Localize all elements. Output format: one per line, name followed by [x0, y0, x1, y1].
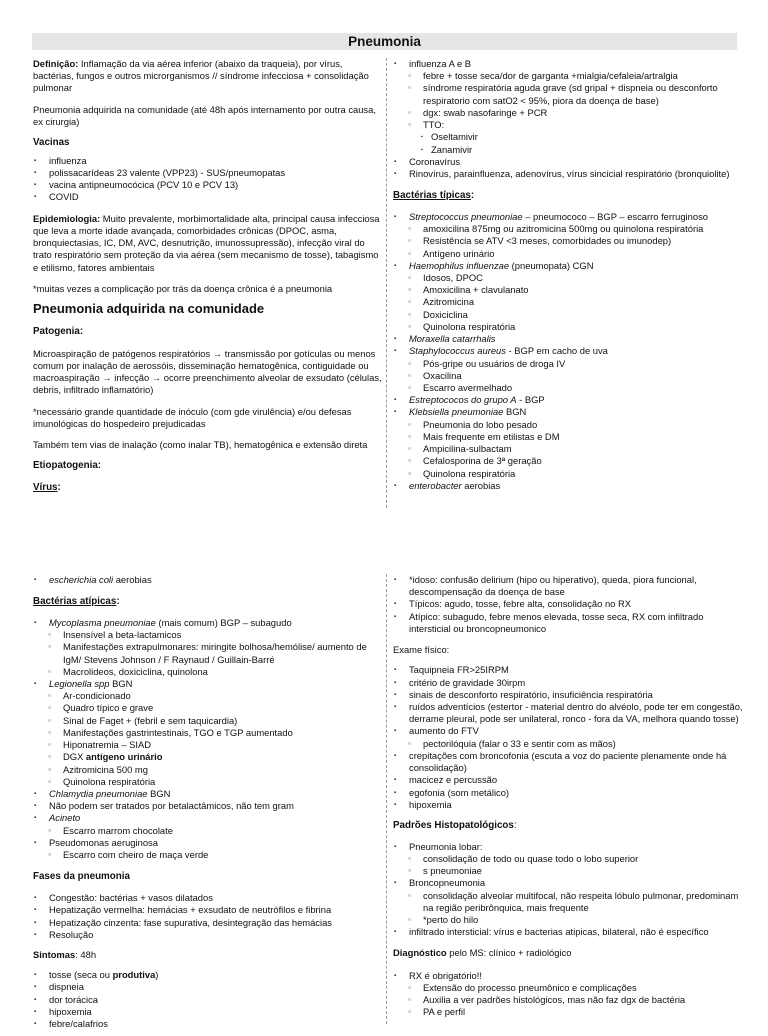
virus-colon: :	[57, 481, 61, 493]
list-item: ▪ egofonia (som metálico)	[393, 787, 743, 799]
list-item: ▪ infiltrado intersticial: vírus e bacterias atipicas, bilateral, não é específico	[393, 926, 743, 938]
list-item: ▪ Típicos: agudo, tosse, febre alta, consolidação no RX	[393, 598, 743, 610]
list-item: ○ Pós-gripe ou usuários de droga IV	[393, 358, 743, 370]
list-item: ▪ Congestão: bactérias + vasos dilatados	[33, 892, 383, 904]
diagnostico-rest: pelo MS: clínico + radiológico	[446, 947, 572, 959]
organism-desc: - BGP	[516, 394, 545, 406]
list-item: ▪ Broncopneumonia	[393, 877, 743, 889]
list-item: ○ Ar-condicionado	[33, 690, 383, 702]
list-item: ○ Quadro típico e grave	[33, 702, 383, 714]
fases-list	[33, 892, 383, 941]
diagnostico-paragraph	[393, 947, 743, 959]
patogenia-text: Microaspiração de patógenos respiratórios → transmissão por gotículas ou menos comum por inalação de aerossóis, disseminação hematogênica, contiguidade ou macroaspiração → infecção → ocorre preenchimento alveolar de exsudato (células, debris, infiltrado inflamatório)	[33, 347, 382, 396]
list-item: ○ s pneumoniae	[393, 865, 743, 877]
list-item	[393, 480, 743, 492]
sintomas-label: Sintomas	[33, 948, 76, 960]
list-item: ▪ ruídos adventícios (estertor - material dentro do alvéolo, pode ter em congestão, derrame pleural, pode ser unilateral, ronco - fora da VA, melhora quando tosse)	[393, 701, 743, 725]
list-item: ○ Macrolideos, doxiciclina, quinolona	[33, 666, 383, 678]
list-item	[393, 211, 743, 223]
dgx-label: DGX	[63, 751, 86, 763]
list-item: ○ amoxicilina 875mg ou azitromicina 500mg ou quinolona respiratória	[393, 223, 743, 235]
list-item: ○ Ampicilina-sulbactam	[393, 443, 743, 455]
atipicas-list	[33, 617, 383, 861]
list-item: ○ Cefalosporina de 3ª geração	[393, 455, 743, 467]
organism-desc: BGN	[503, 406, 527, 418]
sint-text: )	[155, 969, 159, 981]
list-item: ▪ Zanamivir	[393, 144, 743, 156]
sintomas-list	[33, 969, 383, 1030]
list-item: ▪ influenza	[33, 155, 383, 167]
organism-desc: – pneumococo – BGP – escarro ferruginoso	[522, 210, 708, 222]
organism-name: Staphylococcus aureus	[409, 345, 506, 357]
list-item	[33, 617, 383, 629]
padroes-list	[393, 841, 743, 939]
list-item: ○ TTO:	[393, 119, 743, 131]
list-item: ▪ Atípico: subagudo, febre menos elevada, tosse seca, RX com infiltrado intersticial ou broncopneumonico	[393, 611, 743, 635]
fases-heading: Fases da pneumonia	[33, 871, 130, 883]
list-item: ○ Pneumonia do lobo pesado	[393, 419, 743, 431]
section-heading: Pneumonia adquirida na comunidade	[33, 301, 265, 317]
list-item: ▪ hipoxemia	[393, 799, 743, 811]
virus-label: Vírus	[33, 481, 58, 493]
tipicas-list	[393, 211, 743, 492]
list-item: ▪ macicez e percussão	[393, 774, 743, 786]
list-item	[393, 260, 743, 272]
list-item: ○ consolidação alveolar multifocal, não respeita lóbulo pulmonar, predominam na região peribrônquica, mais frequente	[393, 890, 743, 914]
list-item: ○ Mais frequente em etilistas e DM	[393, 431, 743, 443]
organism-name: Klebsiella pneumoniae	[409, 406, 504, 418]
list-item: ○ Escarro avermelhado	[393, 382, 743, 394]
list-item: ▪ Pneumonia lobar:	[393, 841, 743, 853]
diagnostico-label: Diagnóstico	[393, 947, 447, 959]
list-item: ○ síndrome respiratória aguda grave (sd gripal + dispneia ou desconforto respiratorio com satO2 < 95%, piora da doença de base)	[393, 82, 743, 106]
list-item	[33, 574, 383, 586]
note-paragraph: Também tem vias de inalação (como inalar TB), hematogênica e extensão direta	[33, 438, 368, 450]
atipicas-heading	[33, 596, 383, 609]
list-item: ▪ febre/calafrios	[33, 1018, 383, 1030]
patogenia-heading: Patogenia:	[33, 325, 84, 337]
list-item: ○ Azitromicina 500 mg	[33, 764, 383, 776]
list-item: ▪ influenza A e B	[393, 58, 743, 70]
definition-label: Definição:	[33, 58, 79, 69]
organism-name: escherichia coli	[49, 574, 114, 585]
note-paragraph: *muitas vezes a complicação por trás da doença crônica é a pneumonia	[33, 282, 333, 294]
list-item: ○ Quinolona respiratória	[393, 321, 743, 333]
list-item	[393, 394, 743, 406]
list-item: ○ Oxacilina	[393, 370, 743, 382]
list-item: ○ Doxiciclina	[393, 309, 743, 321]
dgx-value: antígeno urinário	[85, 751, 163, 763]
list-item: ○ PA e perfil	[393, 1006, 743, 1018]
etiopatogenia-heading: Etiopatogenia:	[33, 460, 102, 472]
epidemiologia-text: Muito prevalente, morbimortalidade alta, principal causa infecciosa que leva a morte idade avançada, comorbidades crônicas (DPOC, asma, bronquiectasias, IC, DM, AVC, desnutrição, imunossupressão), infecção viral do trato respiratório sem proteção da via aérea (sem mecanismo de tosse), tabagismo e etilismo, fatores ambientais	[33, 212, 380, 273]
organism-name: Estreptococos do grupo A	[409, 394, 517, 406]
page1-left-column	[33, 58, 383, 500]
column-divider	[386, 58, 387, 508]
list-item: ○ Manifestações gastrintestinais, TGO e TGP aumentado	[33, 727, 383, 739]
list-item: ○ Antígeno urinário	[393, 248, 743, 260]
list-item: ▪ crepitações com broncofonia (escuta a voz do paciente plenamente onde há consolidação)	[393, 750, 743, 774]
organism-desc: aerobias	[113, 574, 152, 585]
exame-list	[393, 664, 743, 811]
list-item: ▪ Oseltamivir	[393, 131, 743, 143]
padroes-heading	[393, 820, 743, 833]
vacinas-list	[33, 155, 383, 204]
virus-heading	[33, 482, 383, 495]
organism-name: Legionella spp	[49, 678, 110, 690]
organism-desc: (pneumopata) CGN	[509, 259, 594, 271]
definition-text: Inflamação da via aérea inferior (abaixo da traqueia), por vírus, bactérias, fungos e outros microrganismos // síndrome infecciosa + consolidação pulmonar	[33, 58, 369, 94]
list-item: ▪ dispneia	[33, 981, 383, 993]
list-item: ○ Quinolona respiratória	[33, 776, 383, 788]
list-item: ▪ Moraxella catarrhalis	[393, 333, 743, 345]
tipicas-heading	[393, 190, 743, 203]
list-item: ○ pectorilóquia (falar o 33 e sentir com as mãos)	[393, 738, 743, 750]
list-item	[393, 406, 743, 418]
padroes-colon: :	[513, 819, 517, 831]
list-item	[33, 751, 383, 763]
ecoli-list	[33, 574, 383, 586]
list-item: ○ Idosos, DPOC	[393, 272, 743, 284]
organism-desc: - BGP em cacho de uva	[505, 345, 608, 357]
list-item: ○ Insensível a beta-lactamicos	[33, 629, 383, 641]
epidemiologia-paragraph	[33, 213, 383, 274]
definition-paragraph	[33, 58, 383, 95]
atipicas-colon: :	[116, 596, 120, 608]
list-item: ○ febre + tosse seca/dor de garganta +mialgia/cefaleia/artralgia	[393, 70, 743, 82]
sintomas-heading	[33, 949, 383, 961]
list-item: ▪ sinais de desconforto respiratório, insuficiência respiratória	[393, 689, 743, 701]
sint-text: tosse (seca ou	[49, 969, 113, 981]
list-item: ▪ Não podem ser tratados por betalactâmicos, não tem gram	[33, 800, 383, 812]
list-item: ▪ Acineto	[33, 812, 383, 824]
atipicas-label: Bactérias atípicas	[33, 596, 117, 608]
list-item: ▪ critério de gravidade 30irpm	[393, 677, 743, 689]
list-item: ○ Auxilia a ver padrões histológicos, mas não faz dgx de bactéria	[393, 994, 743, 1006]
list-item: ○ Extensão do processo pneumônico e complicações	[393, 982, 743, 994]
page-title: Pneumonia	[32, 33, 737, 50]
page2-left-column	[33, 574, 383, 1036]
page1-right-column	[393, 58, 743, 498]
organism-desc: BGN	[147, 788, 171, 800]
list-item: ○ Manifestações extrapulmonares: miringite bolhosa/hemólise/ aumento de IgM/ Stevens Johnson / F Raynaud / Guillain-Barré	[33, 641, 383, 665]
list-item: ▪ Pseudomonas aeruginosa	[33, 837, 383, 849]
list-item: ○ Sinal de Faget + (febril e sem taquicardia)	[33, 715, 383, 727]
list-item: ▪ polissacarídeas 23 valente (VPP23) - SUS/pneumopatas	[33, 167, 383, 179]
rx-list	[393, 970, 743, 1019]
virus-list	[393, 58, 743, 180]
organism-desc: aerobias	[461, 479, 501, 491]
list-item	[33, 678, 383, 690]
organism-name: enterobacter	[409, 479, 462, 491]
list-item: ○ Quinolona respiratória	[393, 468, 743, 480]
organism-name: Streptococcus pneumoniae	[409, 210, 523, 222]
list-item: ▪ Hepatização vermelha: hemácias + exsudato de neutrófilos e fibrina	[33, 904, 383, 916]
list-item: ▪ COVID	[33, 191, 383, 203]
list-item	[33, 969, 383, 981]
organism-name: Mycoplasma pneumoniae	[49, 616, 156, 628]
list-item	[393, 345, 743, 357]
list-item: ○ consolidação de todo ou quase todo o lobo superior	[393, 853, 743, 865]
list-item: ▪ Coronavírus	[393, 156, 743, 168]
list-item	[33, 788, 383, 800]
list-item: ○ Escarro com cheiro de maça verde	[33, 849, 383, 861]
list-item: ▪ RX é obrigatório!!	[393, 970, 743, 982]
organism-desc: BGN	[109, 678, 133, 690]
list-item: ▪ aumento do FTV	[393, 725, 743, 737]
list-item: ▪ *idoso: confusão delirium (hipo ou hiperativo), queda, piora funcional, descompensação da doença de base	[393, 574, 743, 598]
list-item: ▪ Resolução	[33, 929, 383, 941]
list-item: ○ Amoxicilina + clavulanato	[393, 284, 743, 296]
vacinas-heading: Vacinas	[33, 137, 70, 149]
organism-desc: (mais comum) BGP – subagudo	[155, 616, 292, 628]
list-item: ○ Hiponatremia – SIAD	[33, 739, 383, 751]
presentation-list	[393, 574, 743, 635]
organism-name: Chlamydia pneumoniae	[49, 788, 148, 800]
sintomas-rest: : 48h	[75, 948, 97, 960]
column-divider	[386, 574, 387, 1024]
list-item: ▪ Rinovírus, parainfluenza, adenovírus, vírus sincicial respiratório (bronquiolite)	[393, 168, 743, 180]
list-item: ○ Azitromicina	[393, 296, 743, 308]
list-item: ○ Escarro marrom chocolate	[33, 825, 383, 837]
organism-name: Haemophilus influenzae	[409, 259, 510, 271]
list-item: ▪ dor torácica	[33, 994, 383, 1006]
epidemiologia-label: Epidemiologia:	[33, 212, 101, 224]
tipicas-label: Bactérias típicas	[393, 190, 471, 202]
pac-definition: Pneumonia adquirida na comunidade (até 48h após internamento por outra causa, ex cirurgia)	[33, 103, 376, 127]
note-paragraph: *necessário grande quantidade de inóculo (com gde virulência) e/ou defesas imunológicas do hospedeiro prejudicadas	[33, 405, 352, 429]
tipicas-colon: :	[470, 190, 475, 202]
exame-heading: Exame físico:	[393, 644, 450, 656]
list-item: ○ *perto do hilo	[393, 914, 743, 926]
list-item: ○ Resistência se ATV <3 meses, comorbidades ou imunodep)	[393, 235, 743, 247]
padroes-label: Padrões Histopatológicos	[393, 819, 514, 831]
list-item: ▪ Taquipneia FR>25IRPM	[393, 664, 743, 676]
sint-bold: produtiva	[112, 969, 156, 981]
list-item: ▪ vacina antipneumocócica (PCV 10 e PCV 13)	[33, 179, 383, 191]
list-item: ▪ hipoxemia	[33, 1006, 383, 1018]
list-item: ○ dgx: swab nasofaringe + PCR	[393, 107, 743, 119]
list-item: ▪ Hepatização cinzenta: fase supurativa, desintegração das hemácias	[33, 917, 383, 929]
page2-right-column	[393, 574, 743, 1025]
